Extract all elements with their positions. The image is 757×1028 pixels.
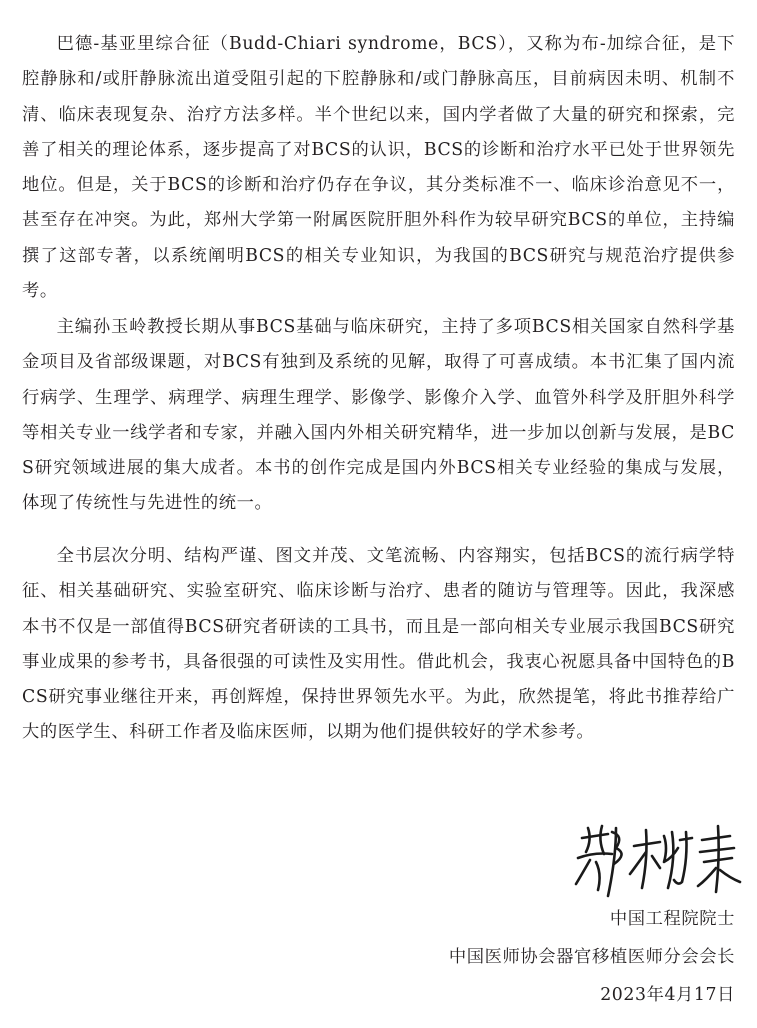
paragraph-2: 主编孙玉岭教授长期从事BCS基础与临床研究，主持了多项BCS相关国家自然科学基金项目及省部级课题，对BCS有独到及系统的见解，取得了可喜成绩。本书汇集了国内流行病学、生理学、病理学、病理生理学、影像学、影像介入学、血管外科学及肝胆外科学等相关专业一线学者和专家，并融入国内外相关研究精华，进一步加以创新与发展，是BCS研究领域进展的集大成者。本书的创作完成是国内外BCS相关专业经验的集成与发展，体现了传统性与先进性的统一。 xyxy=(22,317,735,514)
signer-title-academician: 中国工程院院士 xyxy=(609,909,735,929)
handwritten-signature xyxy=(568,818,748,900)
signature-date: 2023年4月17日 xyxy=(600,985,735,1005)
signature-block xyxy=(449,900,735,1014)
paragraph-3: 全书层次分明、结构严谨、图文并茂、文笔流畅、内容翔实，包括BCS的流行病学特征、相关基础研究、实验室研究、临床诊断与治疗、患者的随访与管理等。因此，我深感本书不仅是一部值得BCS研究者研读的工具书，而且是一部向相关专业展示我国BCS研究事业成果的参考书，具备很强的可读性及实用性。借此机会，我衷心祝愿具备中国特色的BCS研究事业继往开来，再创辉煌，保持世界领先水平。为此，欣然提笔，将此书推荐给广大的医学生、科研工作者及临床医师，以期为他们提供较好的学术参考。 xyxy=(22,546,735,743)
paragraph-1: 巴德-基亚里综合征（Budd-Chiari syndrome，BCS），又称为布-加综合征，是下腔静脉和/或肝静脉流出道受阻引起的下腔静脉和/或门静脉高压，目前病因未明、机制不清、临床表现复杂、治疗方法多样。半个世纪以来，国内学者做了大量的研究和探索，完善了相关的理论体系，逐步提高了对BCS的认识，BCS的诊断和治疗水平已处于世界领先地位。但是，关于BCS的诊断和治疗仍存在争议，其分类标准不一、临床诊治意见不一，甚至存在冲突。为此，郑州大学第一附属医院肝胆外科作为较早研究BCS的单位，主持编撰了这部专著，以系统阐明BCS的相关专业知识，为我国的BCS研究与规范治疗提供参考。 xyxy=(22,34,735,302)
signer-title-association: 中国医师协会器官移植医师分会会长 xyxy=(448,947,735,967)
